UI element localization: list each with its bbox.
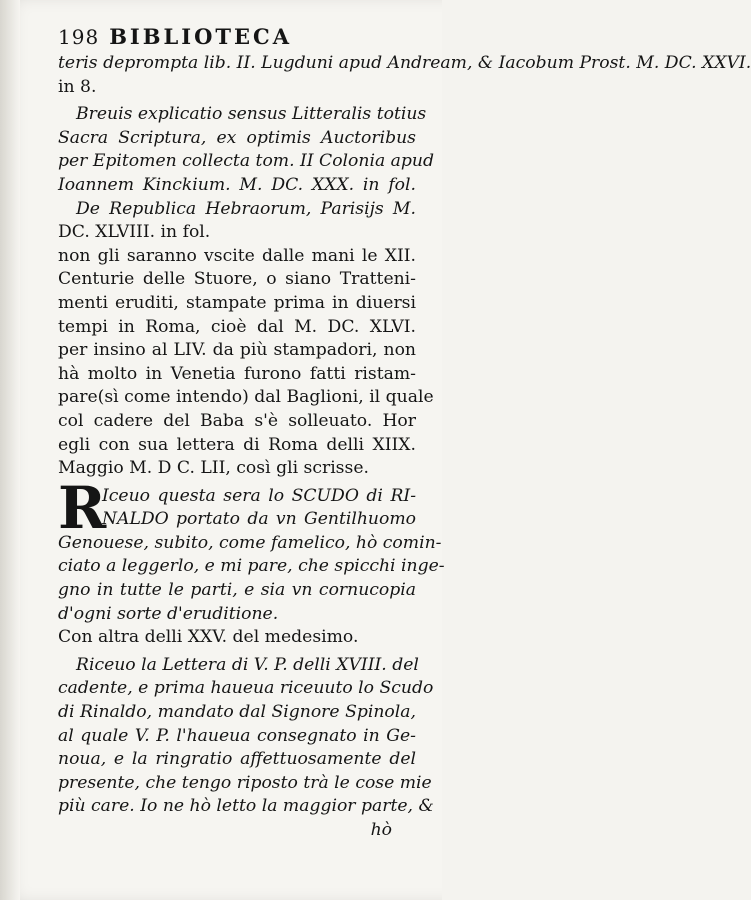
text-line: col cadere del Baba s'è solleuato. Hor	[58, 410, 416, 431]
text-line: DC. XLVIII. in fol.	[58, 222, 211, 243]
text-line: Maggio M. D C. LII, così gli scrisse.	[58, 458, 369, 479]
text-line: Breuis explicatio sensus Litteralis totius	[76, 104, 427, 125]
text-line: per insino al LIV. da più stampadori, non	[58, 340, 416, 361]
text-line: tempi in Roma, cioè dal M. DC. XLVI.	[58, 316, 416, 337]
text-line: cadente, e prima haueua riceuuto lo Scudo	[58, 678, 434, 699]
text-line: di Rinaldo, mandato dal Signore Spinola,	[58, 702, 416, 723]
text-line: noua, e la ringratio affettuosamente del	[58, 749, 416, 770]
text-line: per Epitomen collecta tom. II Colonia apud	[58, 151, 435, 172]
text-line: NALDO portato da vn Gentilhuomo	[102, 509, 416, 530]
catchword: hò	[370, 820, 392, 840]
page-header	[58, 24, 416, 50]
letter-quote	[58, 473, 445, 627]
page-gutter-shadow	[0, 0, 20, 900]
text-line: Centurie delle Stuore, o siano Tratteni-	[58, 269, 416, 290]
drop-cap-initial: R	[58, 473, 107, 542]
text-line: presente, che tengo riposto trà le cose mie	[58, 772, 432, 793]
text-line: Sacra Scriptura, ex optimis Auctoribus	[58, 127, 416, 148]
text-line: Ioannem Kinckium. M. DC. XXX. in fol.	[58, 174, 416, 195]
text-line: pare(sì come intendo) dal Baglioni, il quale	[58, 387, 434, 408]
text-line: più care. Io ne hò letto la maggior parte, &	[58, 796, 434, 817]
text-line: in 8.	[58, 76, 97, 97]
text-line: ciato a leggerlo, e mi pare, che spicchi inge-	[58, 556, 445, 577]
text-line: gno in tutte le parti, e sia vn cornucopia	[58, 580, 416, 601]
text-line: Riceuo la Lettera di V. P. delli XVIII. del	[76, 654, 419, 675]
text-line: Con altra delli XXV. del medesimo.	[58, 627, 359, 648]
text-line: al quale V. P. l'haueua consegnato in Ge-	[58, 725, 416, 746]
text-line: menti eruditi, stampate prima in diuersi	[58, 292, 416, 313]
body-text	[58, 52, 751, 843]
text-line: hà molto in Venetia furono fatti ristam-	[58, 363, 416, 384]
text-line: Genouese, subito, come famelico, hò comin-	[58, 532, 442, 553]
text-line: teris deprompta lib. II. Lugduni apud Andream, & Iacobum Prost. M. DC. XXVI.	[58, 53, 751, 73]
text-line: non gli saranno vscite dalle mani le XII.	[58, 245, 416, 266]
text-line: egli con sua lettera di Roma delli XIIX.	[58, 434, 416, 455]
text-line: d'ogni sorte d'eruditione.	[58, 603, 279, 624]
page-number: 198	[58, 25, 100, 49]
text-line: De Republica Hebraorum, Parisijs M.	[76, 198, 416, 219]
running-head: BIBLIOTECA	[109, 24, 293, 49]
text-line: Iceuo questa sera lo SCUDO di RI-	[102, 485, 416, 506]
